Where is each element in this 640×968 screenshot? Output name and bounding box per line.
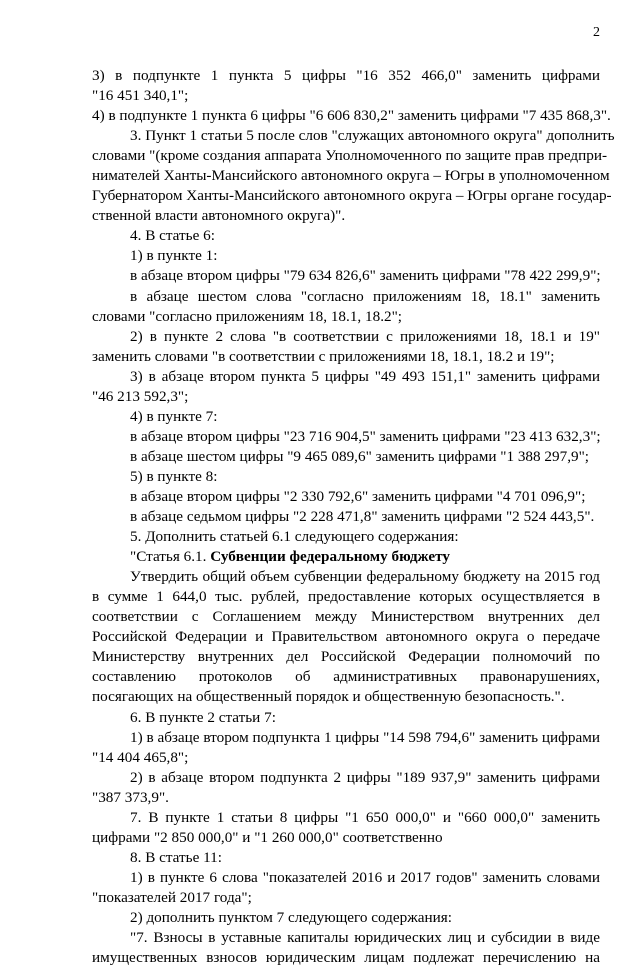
- line-text: "387 373,9".: [92, 788, 169, 806]
- line-text: составлению протоколов об административных правонарушениях,: [92, 668, 600, 686]
- text-line: [92, 768, 600, 788]
- line-text: 1) в пункте 1:: [130, 247, 218, 265]
- text-line: [92, 868, 600, 888]
- text-line: [92, 788, 600, 808]
- line-text: 1) в абзаце втором подпункта 1 цифры "14 598 794,6" заменить цифрами: [130, 728, 600, 746]
- line-text: 3) в подпункте 1 пункта 5 цифры "16 352 466,0" заменить цифрами: [92, 67, 600, 84]
- text-line: [92, 407, 600, 427]
- line-text: "7. Взносы в уставные капиталы юридических лиц и субсидии в виде: [130, 929, 600, 947]
- text-line: [92, 908, 600, 928]
- line-text: в абзаце втором цифры "23 716 904,5" заменить цифрами "23 413 632,3";: [130, 427, 601, 445]
- text-line: [92, 287, 600, 307]
- line-text: 3. Пункт 1 статьи 5 после слов "служащих автономного округа" дополнить: [130, 127, 615, 145]
- line-text: в абзаце втором цифры "2 330 792,6" заменить цифрами "4 701 096,9";: [130, 487, 586, 505]
- line-text: 4. В статье 6:: [130, 227, 215, 245]
- line-text: в абзаце втором цифры "79 634 826,6" заменить цифрами "78 422 299,9";: [130, 267, 601, 285]
- text-line: [92, 848, 600, 868]
- text-line: [92, 327, 600, 347]
- line-text: в сумме 1 644,0 тыс. рублей, предоставление которых осуществляется в: [92, 588, 600, 606]
- text-line: [92, 146, 608, 166]
- text-line: [92, 948, 600, 968]
- text-line: [92, 687, 600, 707]
- text-line: [92, 367, 600, 387]
- page-number: 2: [593, 25, 600, 40]
- text-line: [92, 387, 600, 407]
- line-text: 3) в абзаце втором пункта 5 цифры "49 493 151,1" заменить цифрами: [130, 367, 600, 385]
- line-text: 4) в пункте 7:: [130, 407, 218, 425]
- line-text: 5. Дополнить статьей 6.1 следующего содержания:: [130, 528, 459, 546]
- text-line: [92, 507, 600, 527]
- text-line: [92, 808, 600, 828]
- text-line: [92, 86, 600, 106]
- text-line: [92, 708, 600, 728]
- text-line: [92, 166, 610, 186]
- line-text: Губернатором Ханты-Мансийского автономного округа – Югры органе государ-: [92, 187, 612, 205]
- line-text: "показателей 2017 года";: [92, 888, 252, 906]
- line-text: 6. В пункте 2 статьи 7:: [130, 708, 276, 726]
- line-text: в абзаце шестом слова "согласно приложениям 18, 18.1" заменить: [130, 287, 600, 305]
- line-text: заменить словами "в соответствии с приложениями 18, 18.1, 18.2 и 19";: [92, 347, 555, 365]
- line-text: словами "согласно приложениям 18, 18.1, 18.2";: [92, 307, 403, 325]
- document-body: [92, 66, 615, 968]
- line-text: 2) в абзаце втором подпункта 2 цифры "189 937,9" заменить цифрами: [130, 768, 600, 786]
- line-text: 2) дополнить пунктом 7 следующего содержания:: [130, 908, 452, 926]
- line-text: соответствии с Соглашением между Министерством внутренних дел: [92, 608, 600, 626]
- text-line: [92, 667, 600, 687]
- text-line: [92, 748, 600, 768]
- line-text: 1) в пункте 6 слова "показателей 2016 и 2017 годов" заменить словами: [130, 868, 600, 886]
- line-text: Министерству внутренних дел Российской Федерации полномочий по: [92, 648, 600, 666]
- line-text: в абзаце шестом цифры "9 465 089,6" заменить цифрами "1 388 297,9";: [130, 447, 590, 465]
- text-line: [92, 66, 600, 86]
- line-text: 5) в пункте 8:: [130, 467, 218, 485]
- text-line: [92, 647, 600, 667]
- text-line: [92, 547, 600, 567]
- text-line: [92, 627, 600, 647]
- text-line: [92, 527, 600, 547]
- line-text: "Статья 6.1.: [130, 548, 211, 566]
- text-line: [92, 106, 611, 126]
- text-line: [92, 928, 600, 948]
- text-line: [92, 587, 600, 607]
- line-text: 7. В пункте 1 статьи 8 цифры "1 650 000,0" и "660 000,0" заменить: [130, 808, 600, 826]
- line-text: посягающих на общественный порядок и общественную безопасность.".: [92, 688, 565, 706]
- text-line: [92, 186, 612, 206]
- text-line: [92, 226, 600, 246]
- line-text: 2) в пункте 2 слова "в соответствии с приложениями 18, 18.1 и 19": [130, 327, 600, 345]
- line-text: Российской Федерации и Правительством автономного округа о передаче: [92, 628, 600, 646]
- line-text: Утвердить общий объем субвенции федеральному бюджету на 2015 год: [130, 568, 600, 586]
- text-line: [92, 828, 600, 848]
- text-line: [92, 307, 600, 327]
- line-text: 4) в подпункте 1 пункта 6 цифры "6 606 830,2" заменить цифрами "7 435 868,3".: [92, 107, 611, 125]
- line-text: цифрами "2 850 000,0" и "1 260 000,0" соответственно: [92, 828, 443, 846]
- line-text: 8. В статье 11:: [130, 848, 222, 866]
- text-line: [92, 607, 600, 627]
- text-line: [92, 266, 600, 286]
- line-text: нимателей Ханты-Мансийского автономного округа – Югры в уполномоченном: [92, 167, 610, 185]
- text-line: [92, 487, 600, 507]
- text-line: [92, 427, 600, 447]
- line-text: "16 451 340,1";: [92, 87, 189, 105]
- article-heading: Субвенции федеральному бюджету: [210, 548, 450, 566]
- text-line: [92, 246, 600, 266]
- text-line: [92, 567, 600, 587]
- text-line: [92, 206, 600, 226]
- text-line: [92, 447, 600, 467]
- text-line: [92, 126, 615, 146]
- line-text: ственной власти автономного округа)".: [92, 207, 346, 225]
- line-text: "14 404 465,8";: [92, 748, 189, 766]
- line-text: в абзаце седьмом цифры "2 228 471,8" заменить цифрами "2 524 443,5".: [130, 508, 595, 526]
- text-line: [92, 467, 600, 487]
- text-line: [92, 347, 600, 367]
- line-text: имущественных взносов юридическим лицам подлежат перечислению на: [92, 949, 600, 967]
- text-line: [92, 728, 600, 748]
- line-text: словами "(кроме создания аппарата Уполномоченного по защите прав предпри-: [92, 147, 608, 165]
- line-text: "46 213 592,3";: [92, 387, 189, 405]
